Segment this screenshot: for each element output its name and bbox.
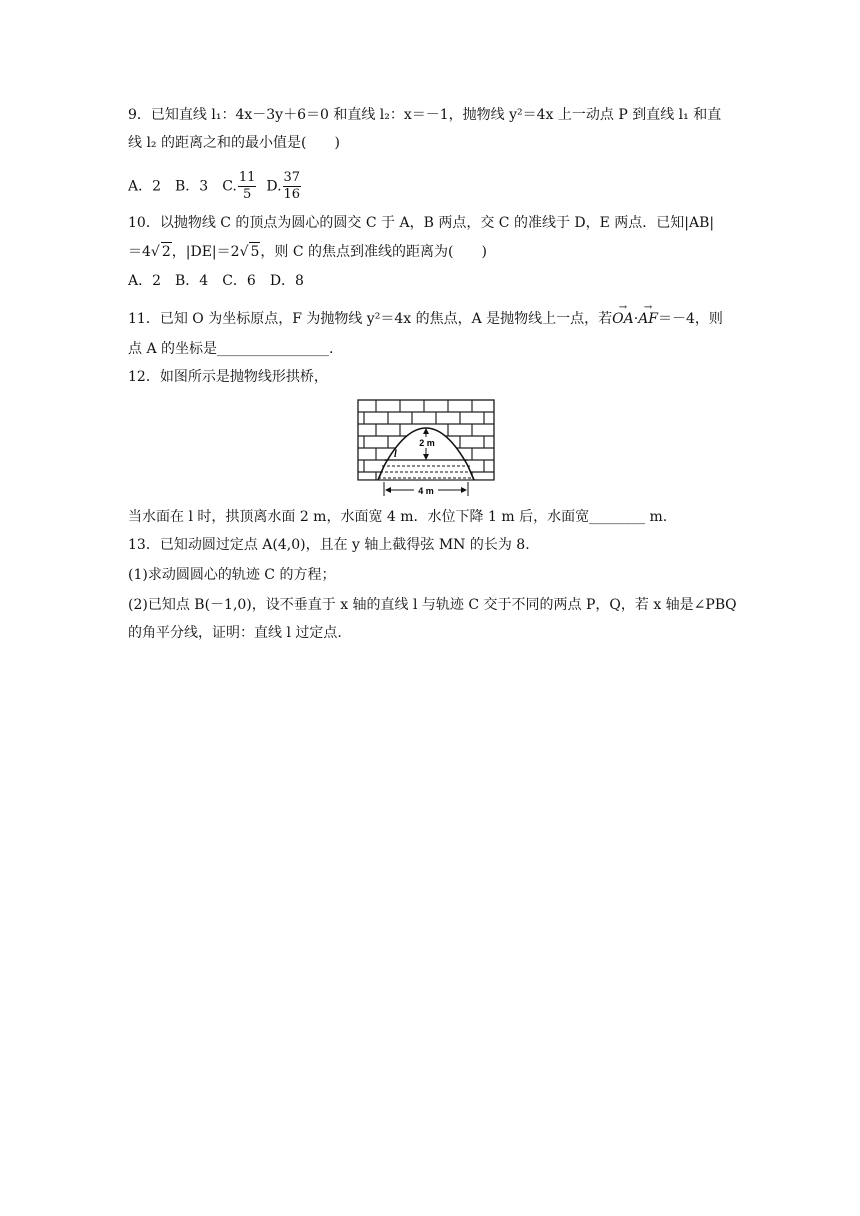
q9-option-d-label: D. <box>266 178 282 195</box>
q10-sqrt-2: 2 <box>161 244 171 260</box>
q11-line1-start: 11．已知 O 为坐标原点，F 为抛物线 y²＝4x 的焦点，A 是抛物线上一点，若 <box>128 311 613 327</box>
q10-line2 <box>128 242 487 261</box>
q9-option-c-fraction <box>238 170 257 203</box>
q13-part2-line2: 的角平分线，证明：直线 l 过定点. <box>128 625 342 641</box>
height-arrow-head-top <box>423 428 429 434</box>
q10-ab-value: ＝4 <box>128 244 151 260</box>
q10-options: A．2 B．4 C．6 D．8 <box>128 273 304 289</box>
arch-bridge-svg <box>356 398 496 498</box>
water-hatching <box>378 466 474 478</box>
q9-c-numerator: 11 <box>238 170 256 185</box>
q12-line2: 当水面在 l 时，拱顶离水面 2 m，水面宽 4 m．水位下降 1 m 后，水面宽________ m. <box>128 509 668 525</box>
q11-dot: · <box>633 311 639 327</box>
q9-line1: 9．已知直线 l₁：4x－3y＋6＝0 和直线 l₂：x＝－1，抛物线 y²＝4x 上一动点 P 到直线 l₁ 和直 <box>128 107 722 123</box>
q11-vector-oa: → OA <box>612 310 634 328</box>
sqrt-symbol: √ <box>150 244 160 260</box>
q10-line1: 10．以抛物线 C 的顶点为圆心的圆交 C 于 A，B 两点，交 C 的准线于 D，E 两点．已知|AB| <box>128 215 715 231</box>
q10-sqrt-5: 5 <box>250 244 260 260</box>
q11-vector-af: → AF <box>638 310 658 328</box>
q9-option-d-fraction <box>283 170 302 203</box>
q9-line2: 线 l₂ 的距离之和的最小值是( ) <box>128 135 340 151</box>
arch-bridge-figure <box>356 398 496 498</box>
width-arrow-head-right <box>461 487 467 493</box>
width-label: 4 m <box>418 486 434 496</box>
height-arrow-head-bottom <box>423 454 429 460</box>
width-arrow-head-left <box>385 487 391 493</box>
q11-line2: 点 A 的坐标是________________. <box>128 341 334 357</box>
q13-part2-line1: (2)已知点 B(－1,0)，设不垂直于 x 轴的直线 l 与轨迹 C 交于不同的两点 P，Q，若 x 轴是∠PBQ <box>128 597 737 613</box>
q12-line1: 12．如图所示是抛物线形拱桥， <box>128 369 328 385</box>
height-label: 2 m <box>419 438 435 448</box>
q9-d-numerator: 37 <box>283 170 301 185</box>
q11-line1 <box>128 310 723 328</box>
q9-options-prefix: A．2 B．3 C. <box>128 178 237 195</box>
q9-options <box>128 170 302 203</box>
line-l-label: l <box>394 449 397 460</box>
q11-line1-end: ＝－4，则 <box>658 311 723 327</box>
q13-part1: (1)求动圆圆心的轨迹 C 的方程； <box>128 567 336 583</box>
q10-question-tail: ，则 C 的焦点到准线的距离为( ) <box>260 244 487 260</box>
q9-c-denominator: 5 <box>243 187 252 202</box>
q13-line1: 13．已知动圆过定点 A(4,0)，且在 y 轴上截得弦 MN 的长为 8. <box>128 537 530 553</box>
sqrt-symbol: √ <box>239 244 249 260</box>
q9-d-denominator: 16 <box>283 187 301 202</box>
q10-de-value: ，|DE|＝2 <box>171 244 240 260</box>
